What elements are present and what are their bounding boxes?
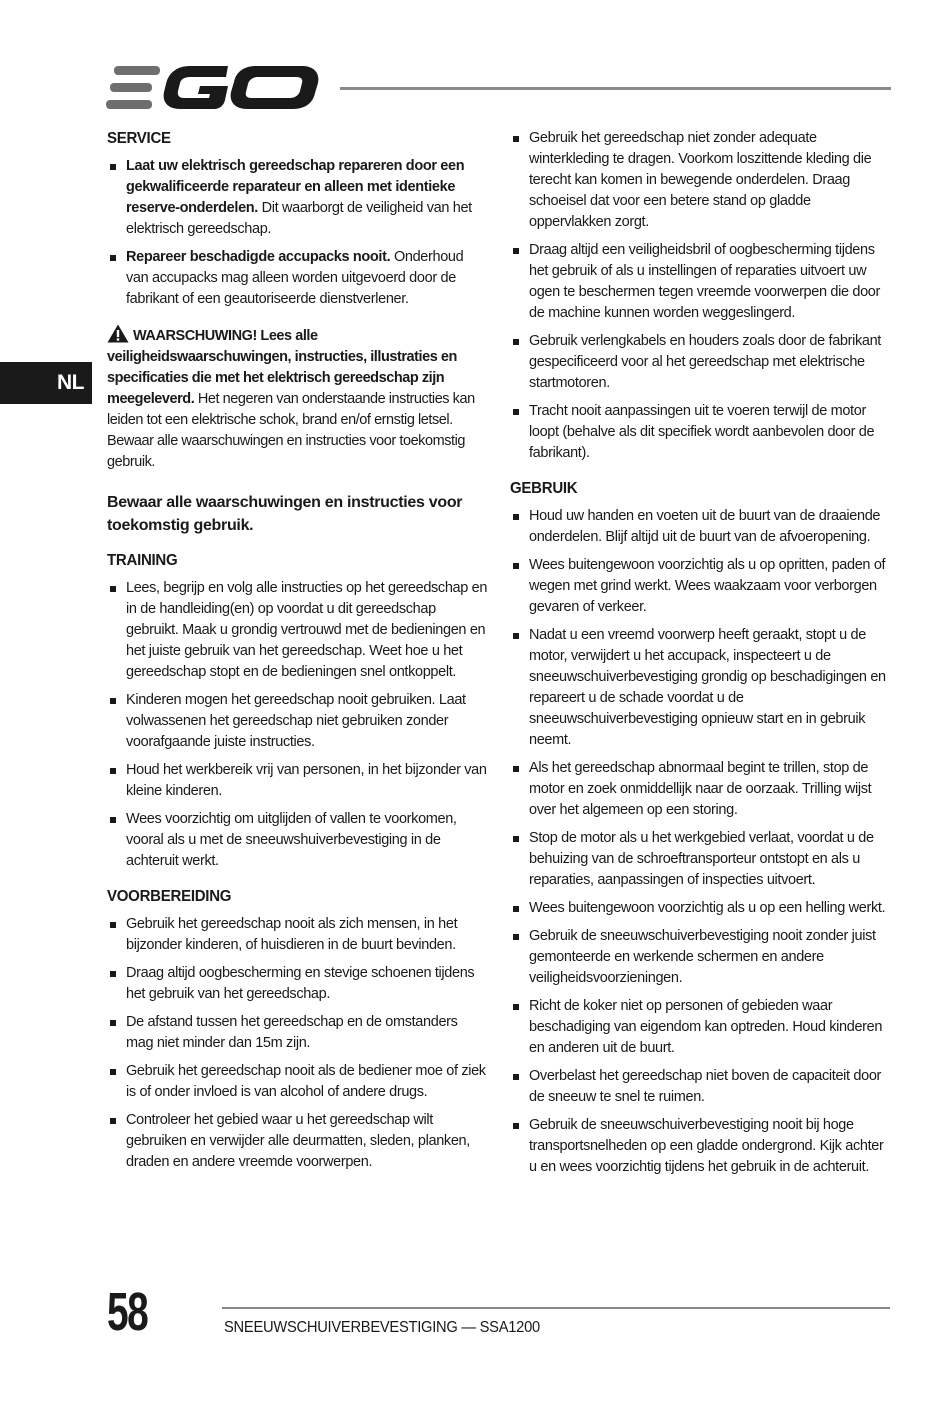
- square-bullet-icon: [110, 768, 116, 774]
- list-item: [510, 128, 894, 233]
- square-bullet-icon: [513, 1123, 519, 1129]
- square-bullet-icon: [513, 766, 519, 772]
- list-item: [107, 963, 488, 1005]
- item-text: Controleer het gebied waar u het gereedschap wilt gebruiken en verwijder alle deurmatten, sleden, planken, draden en andere vreemde voorwerpen.: [126, 1112, 470, 1170]
- square-bullet-icon: [513, 633, 519, 639]
- list-item: [510, 758, 894, 821]
- heading-use: GEBRUIK: [510, 480, 578, 497]
- list-item: [510, 555, 894, 618]
- square-bullet-icon: [110, 1069, 116, 1075]
- item-bold-text: Laat uw elektrisch gereedschap repareren door een gekwalificeerde reparateur en alleen met identieke reserve-onderdelen.: [126, 158, 465, 216]
- list-item: [107, 760, 488, 802]
- heading-training: TRAINING: [107, 552, 178, 569]
- warning-text: Het negeren van onderstaande instructies kan leiden tot een elektrische schok, brand en/of ernstig letsel. Bewaar alle waarschuwingen en instructies voor toekomstig gebruik.: [107, 391, 475, 470]
- square-bullet-icon: [110, 255, 116, 261]
- page-number: 58: [107, 1282, 148, 1342]
- item-text: Wees voorzichtig om uitglijden of vallen te voorkomen, vooral als u met de sneeuwshuiverbevestiging in de achteruit werkt.: [126, 811, 457, 869]
- list-item: [107, 914, 488, 956]
- item-text: Als het gereedschap abnormaal begint te trillen, stop de motor en zoek onmiddellijk naar de oorzaak. Trilling wijst over het algemeen op een storing.: [529, 760, 872, 818]
- list-item: [510, 996, 894, 1059]
- list-item: [107, 690, 488, 753]
- item-text: Overbelast het gereedschap niet boven de capaciteit door de sneeuw te snel te ruimen.: [529, 1068, 882, 1105]
- square-bullet-icon: [513, 409, 519, 415]
- item-text: Houd uw handen en voeten uit de buurt van de draaiende onderdelen. Blijf altijd uit de buurt van de afvoeropening.: [529, 508, 881, 545]
- square-bullet-icon: [513, 136, 519, 142]
- square-bullet-icon: [513, 934, 519, 940]
- footer-title: SNEEUWSCHUIVERBEVESTIGING — SSA1200: [224, 1319, 540, 1336]
- ego-logo: [106, 62, 320, 114]
- list-item: [510, 926, 894, 989]
- item-text: Stop de motor als u het werkgebied verlaat, voordat u de behuizing van de schroeftransporteur ontstopt en als u reparaties, aanpassingen of inspecties uitvoert.: [529, 830, 874, 888]
- square-bullet-icon: [110, 586, 116, 592]
- list-item: [510, 625, 894, 751]
- item-text: Gebruik het gereedschap nooit als de bediener moe of ziek is of onder invloed is van alcohol of andere drugs.: [126, 1063, 486, 1100]
- item-text: Gebruik het gereedschap niet zonder adequate winterkleding te dragen. Voorkom loszittende kleding die terecht kan komen in bewegende onderdelen. Draag schoeisel dat voor een betere stand op gladde oppervlakken zorgt.: [529, 130, 872, 230]
- list-item: [510, 506, 894, 548]
- item-text: Gebruik de sneeuwschuiverbevestiging nooit bij hoge transportsnelheden op een gladde ondergrond. Kijk achter u en wees voorzichtig tijdens het gebruik in de achteruit.: [529, 1117, 884, 1175]
- training-list: [107, 578, 488, 872]
- item-text: Draag altijd oogbescherming en stevige schoenen tijdens het gebruik van het gereedschap.: [126, 965, 475, 1002]
- left-column: [107, 128, 488, 1187]
- square-bullet-icon: [513, 906, 519, 912]
- warning-triangle-icon: [107, 324, 129, 343]
- item-text: Draag altijd een veiligheidsbril of oogbescherming tijdens het gebruik of als u instellingen of reparaties uitvoert uw ogen te beschermen tegen vreemde voorwerpen die door de machine kunnen worden weggeslingerd.: [529, 242, 880, 321]
- warning-block: [107, 324, 488, 473]
- item-text: Wees buitengewoon voorzichtig als u op opritten, paden of wegen met grind werkt. Wees waakzaam voor verborgen gevaren of verkeer.: [529, 557, 886, 615]
- keep-instructions-note: Bewaar alle waarschuwingen en instructies voor toekomstig gebruik.: [107, 494, 463, 534]
- item-text: De afstand tussen het gereedschap en de omstanders mag niet minder dan 15m zijn.: [126, 1014, 458, 1051]
- list-item: [510, 401, 894, 464]
- item-text: Wees buitengewoon voorzichtig als u op een helling werkt.: [529, 900, 886, 916]
- square-bullet-icon: [513, 563, 519, 569]
- preparation-list-continued: [510, 128, 894, 464]
- list-item: [510, 1115, 894, 1178]
- square-bullet-icon: [110, 1118, 116, 1124]
- square-bullet-icon: [110, 1020, 116, 1026]
- service-list: [107, 156, 488, 310]
- item-text: Kinderen mogen het gereedschap nooit gebruiken. Laat volwassenen het gereedschap niet gebruiken zonder voorafgaande juiste instructies.: [126, 692, 466, 750]
- list-item: [107, 1110, 488, 1173]
- square-bullet-icon: [513, 339, 519, 345]
- list-item: [107, 1012, 488, 1054]
- list-item: [510, 240, 894, 324]
- list-item: [510, 1066, 894, 1108]
- heading-preparation: VOORBEREIDING: [107, 888, 232, 905]
- square-bullet-icon: [110, 164, 116, 170]
- language-tab: NL: [0, 362, 92, 404]
- list-item: [510, 898, 894, 919]
- square-bullet-icon: [110, 971, 116, 977]
- list-item: [107, 1061, 488, 1103]
- use-list: [510, 506, 894, 1178]
- square-bullet-icon: [110, 698, 116, 704]
- header-rule: [340, 87, 891, 90]
- list-item: [107, 809, 488, 872]
- item-text: Nadat u een vreemd voorwerp heeft geraakt, stopt u de motor, verwijdert u het accupack, inspecteert u de sneeuwschuiverbevestiging grondig op beschadigingen en repareert u de schade voordat u de sneeuwschuiverbevestiging opnieuw start en in gebruik neemt.: [529, 627, 886, 748]
- square-bullet-icon: [513, 836, 519, 842]
- square-bullet-icon: [513, 1004, 519, 1010]
- list-item: [510, 828, 894, 891]
- item-text: Gebruik de sneeuwschuiverbevestiging nooit zonder juist gemonteerde en werkende schermen en andere veiligheidsvoorzieningen.: [529, 928, 876, 986]
- item-text: Houd het werkbereik vrij van personen, in het bijzonder van kleine kinderen.: [126, 762, 487, 799]
- item-text: Onderhoud van accupacks mag alleen worden uitgevoerd door de fabrikant of een geautoriseerde dienstverlener.: [126, 249, 464, 307]
- square-bullet-icon: [110, 922, 116, 928]
- square-bullet-icon: [513, 514, 519, 520]
- list-item: [510, 331, 894, 394]
- heading-service: SERVICE: [107, 130, 171, 147]
- item-text: Gebruik het gereedschap nooit als zich mensen, in het bijzonder kinderen, of huisdieren in de buurt bevinden.: [126, 916, 458, 953]
- preparation-list: [107, 914, 488, 1173]
- right-column: [510, 128, 894, 1192]
- item-text: Tracht nooit aanpassingen uit te voeren terwijl de motor loopt (behalve als dit specifiek wordt aanbevolen door de fabrikant).: [529, 403, 875, 461]
- square-bullet-icon: [513, 1074, 519, 1080]
- square-bullet-icon: [513, 248, 519, 254]
- item-text: Richt de koker niet op personen of gebieden waar beschadiging van eigendom kan optreden. Houd kinderen en anderen uit de buurt.: [529, 998, 883, 1056]
- square-bullet-icon: [110, 817, 116, 823]
- list-item: [107, 247, 488, 310]
- item-text: Dit waarborgt de veiligheid van het elektrisch gereedschap.: [126, 200, 472, 237]
- item-bold-text: Repareer beschadigde accupacks nooit.: [126, 249, 391, 265]
- list-item: [107, 156, 488, 240]
- list-item: [107, 578, 488, 683]
- item-text: Lees, begrijp en volg alle instructies op het gereedschap en in de handleiding(en) op voordat u dit gereedschap gebruikt. Maak u grondig vertrouwd met de bedieningen en het juiste gebruik van het gereedschap. Weet hoe u het gereedschap stopt en de bedieningen snel ontkoppelt.: [126, 580, 488, 680]
- warning-bold-text: WAARSCHUWING! Lees alle veiligheidswaarschuwingen, instructies, illustraties en specificaties die met het elektrisch gereedschap zijn meegeleverd.: [107, 328, 457, 407]
- item-text: Gebruik verlengkabels en houders zoals door de fabrikant gespecificeerd voor al het gereedschap met elektrische startmotoren.: [529, 333, 881, 391]
- footer-rule: [222, 1307, 890, 1309]
